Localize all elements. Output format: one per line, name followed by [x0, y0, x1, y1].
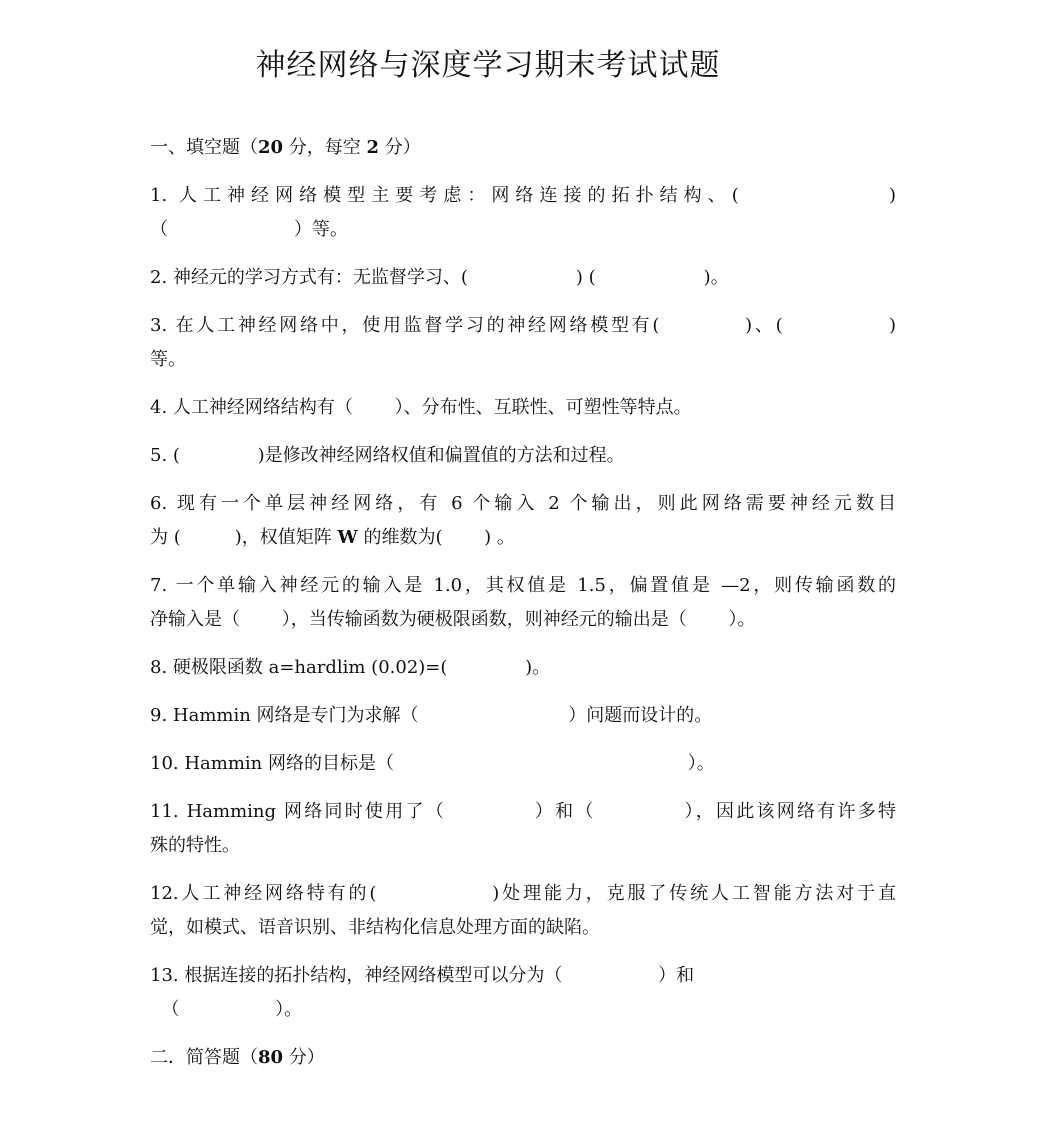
- question: [150, 261, 896, 295]
- text-line: [150, 603, 896, 637]
- question: [150, 747, 896, 781]
- text-segment: （ ）。: [150, 999, 303, 1020]
- question: [150, 569, 896, 637]
- text-line: [150, 993, 896, 1027]
- text-segment: 13. 根据连接的拓扑结构，神经网络模型可以分为（ ）和: [150, 965, 695, 986]
- text-segment: 1. 人工神经网络模型主要考虑：网络连接的拓扑结构、( ): [150, 185, 896, 206]
- question: [150, 877, 896, 945]
- text-line: [150, 959, 896, 993]
- text-segment: 等。: [150, 349, 186, 370]
- text-segment: 净输入是（ ），当传输函数为硬极限函数，则神经元的输出是（ ）。: [150, 609, 756, 630]
- text-line: [150, 439, 896, 473]
- text-segment: 为 ( )，权值矩阵: [150, 527, 338, 548]
- text-line: [150, 569, 896, 603]
- exam-content: [150, 131, 896, 1089]
- text-line: [150, 179, 896, 213]
- text-segment: 6. 现有一个单层神经网络，有 6 个输入 2 个输出，则此网络需要神经元数目: [150, 493, 896, 514]
- text-segment: 7. 一个单输入神经元的输入是 1.0，其权值是 1.5，偏置值是 —2，则传输函数的: [150, 575, 896, 596]
- text-line: [150, 747, 896, 781]
- text-segment: 分，每空: [283, 137, 367, 158]
- question: [150, 179, 896, 247]
- text-segment: 10. Hammin 网络的目标是（ ）。: [150, 753, 715, 774]
- text-segment: 3. 在人工神经网络中，使用监督学习的神经网络模型有( )、( ): [150, 315, 896, 336]
- question: [150, 959, 896, 1027]
- text-line: [150, 699, 896, 733]
- text-segment: （ ）等。: [150, 219, 348, 240]
- question: [150, 651, 896, 685]
- bold-text: 2: [366, 137, 380, 158]
- text-line: [150, 521, 896, 555]
- text-segment: 分）: [283, 1047, 325, 1068]
- bold-text: 20: [258, 137, 284, 158]
- text-line: [150, 309, 896, 343]
- text-line: [150, 343, 896, 377]
- question: [150, 439, 896, 473]
- text-segment: 觉，如模式、语音识别、非结构化信息处理方面的缺陷。: [150, 917, 600, 938]
- text-segment: 分）: [379, 137, 421, 158]
- question: [150, 391, 896, 425]
- text-segment: 一、填空题（: [150, 137, 258, 158]
- text-line: [150, 213, 896, 247]
- text-segment: 8. 硬极限函数 a=hardlim (0.02)=( )。: [150, 657, 551, 678]
- text-line: [150, 877, 896, 911]
- question: [150, 699, 896, 733]
- question: [150, 487, 896, 555]
- section-heading: [150, 1041, 896, 1075]
- text-line: [150, 651, 896, 685]
- bold-text: W: [337, 527, 358, 548]
- text-segment: 2. 神经元的学习方式有：无监督学习、( ) ( )。: [150, 267, 729, 288]
- text-segment: 二．简答题（: [150, 1047, 258, 1068]
- text-segment: 的维数为( ) 。: [357, 527, 515, 548]
- text-segment: 9. Hammin 网络是专门为求解（ ）问题而设计的。: [150, 705, 713, 726]
- bold-text: 80: [258, 1047, 284, 1068]
- question: [150, 309, 896, 377]
- section-heading: [150, 131, 896, 165]
- text-line: [150, 911, 896, 945]
- text-line: [150, 391, 896, 425]
- text-line: [150, 131, 896, 165]
- text-segment: 5. ( )是修改神经网络权值和偏置值的方法和过程。: [150, 445, 625, 466]
- text-line: [150, 487, 896, 521]
- text-line: [150, 1041, 896, 1075]
- text-segment: 殊的特性。: [150, 835, 240, 856]
- text-segment: 11. Hamming 网络同时使用了（ ）和（ ），因此该网络有许多特: [150, 801, 896, 822]
- text-line: [150, 795, 896, 829]
- question: [150, 795, 896, 863]
- document-title: 神经网络与深度学习期末考试试题: [255, 48, 721, 83]
- text-line: [150, 829, 896, 863]
- text-segment: 12.人工神经网络特有的( )处理能力，克服了传统人工智能方法对于直: [150, 883, 896, 904]
- text-line: [150, 261, 896, 295]
- text-segment: 4. 人工神经网络结构有（ ）、分布性、互联性、可塑性等特点。: [150, 397, 692, 418]
